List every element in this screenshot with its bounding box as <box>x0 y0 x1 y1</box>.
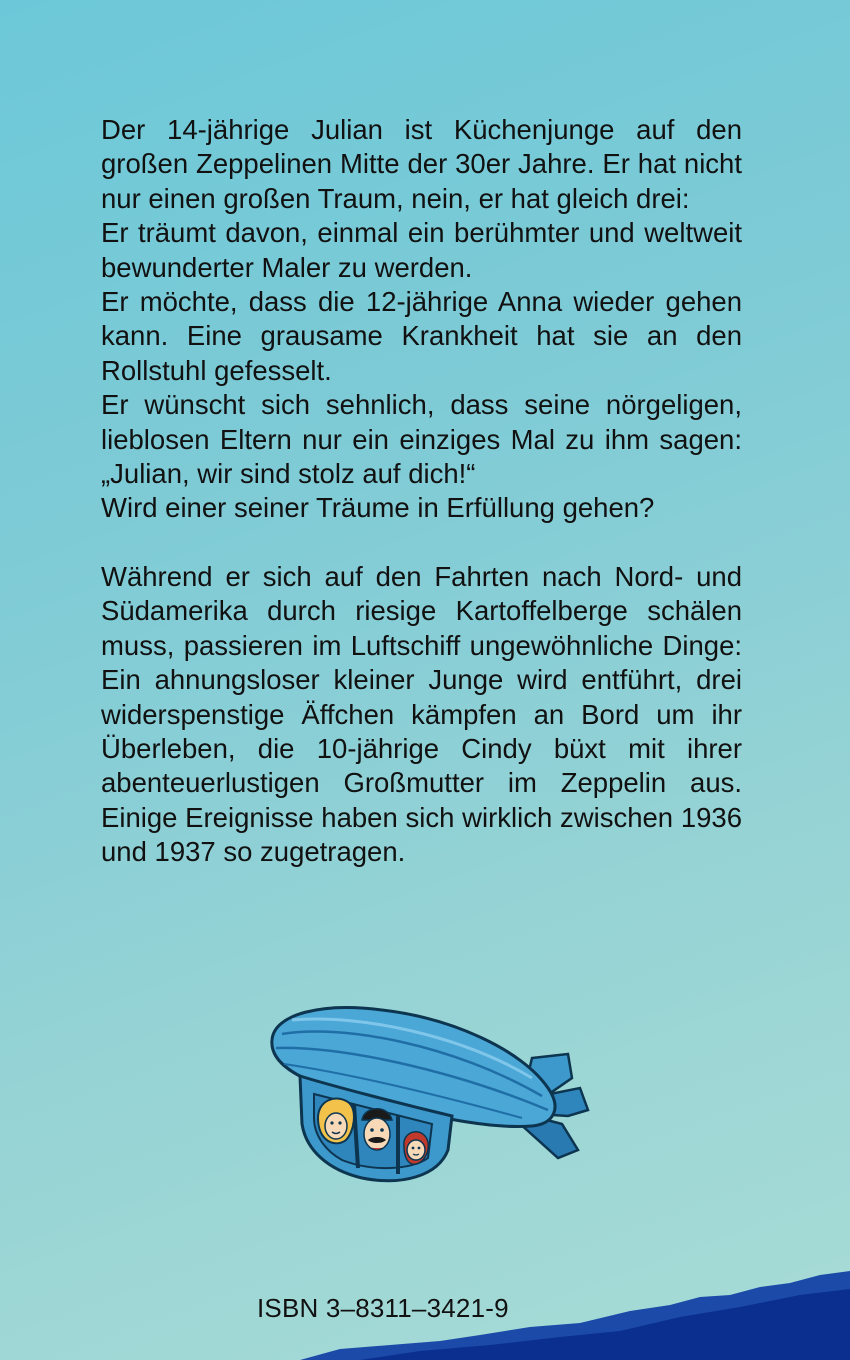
blurb-paragraph-intro: Der 14-jährige Julian ist Küchenjunge auf den großen Zeppelinen Mitte der 30er Jahre. Er hat nicht nur einen großen Traum, nein, er hat gleich drei: <box>101 114 742 214</box>
blurb-text <box>101 113 742 870</box>
paragraph-spacer <box>101 526 742 560</box>
blurb-paragraph-question: Wird einer seiner Träume in Erfüllung gehen? <box>101 492 655 524</box>
blurb-paragraph-dream-parents: Er wünscht sich sehnlich, dass seine nörgeligen, lieblosen Eltern nur ein einziges Mal zu ihm sagen: „Julian, wir sind stolz auf dich!“ <box>101 389 742 490</box>
blurb-paragraph-dream-anna: Er möchte, dass die 12-jährige Anna wieder gehen kann. Eine grausame Krankheit hat sie an den Rollstuhl gefesselt. <box>101 286 742 386</box>
passenger-mustache-man-icon <box>362 1109 392 1150</box>
blurb-paragraph-dream-painter: Er träumt davon, einmal ein berühmter und weltweit bewunderter Maler zu werden. <box>101 217 742 283</box>
passenger-blonde-icon <box>318 1099 354 1144</box>
blurb-paragraph-journey: Während er sich auf den Fahrten nach Nord- und Südamerika durch riesige Kartoffelberge schälen muss, passieren im Luftschiff ungewöhnliche Dinge: Ein ahnungsloser kleiner Junge wird entführt, drei widerspenstige Äffchen kämpfen an Bord um ihr Überleben, die 10-jährige Cindy büxt mit ihrer abenteuerlustigen Großmutter im Zeppelin aus. Einige Ereignisse haben sich wirklich zwischen 1936 und 1937 so zugetragen. <box>101 560 742 868</box>
airship-illustration <box>262 1000 598 1196</box>
isbn-number: ISBN 3–8311–3421-9 <box>257 1293 509 1323</box>
